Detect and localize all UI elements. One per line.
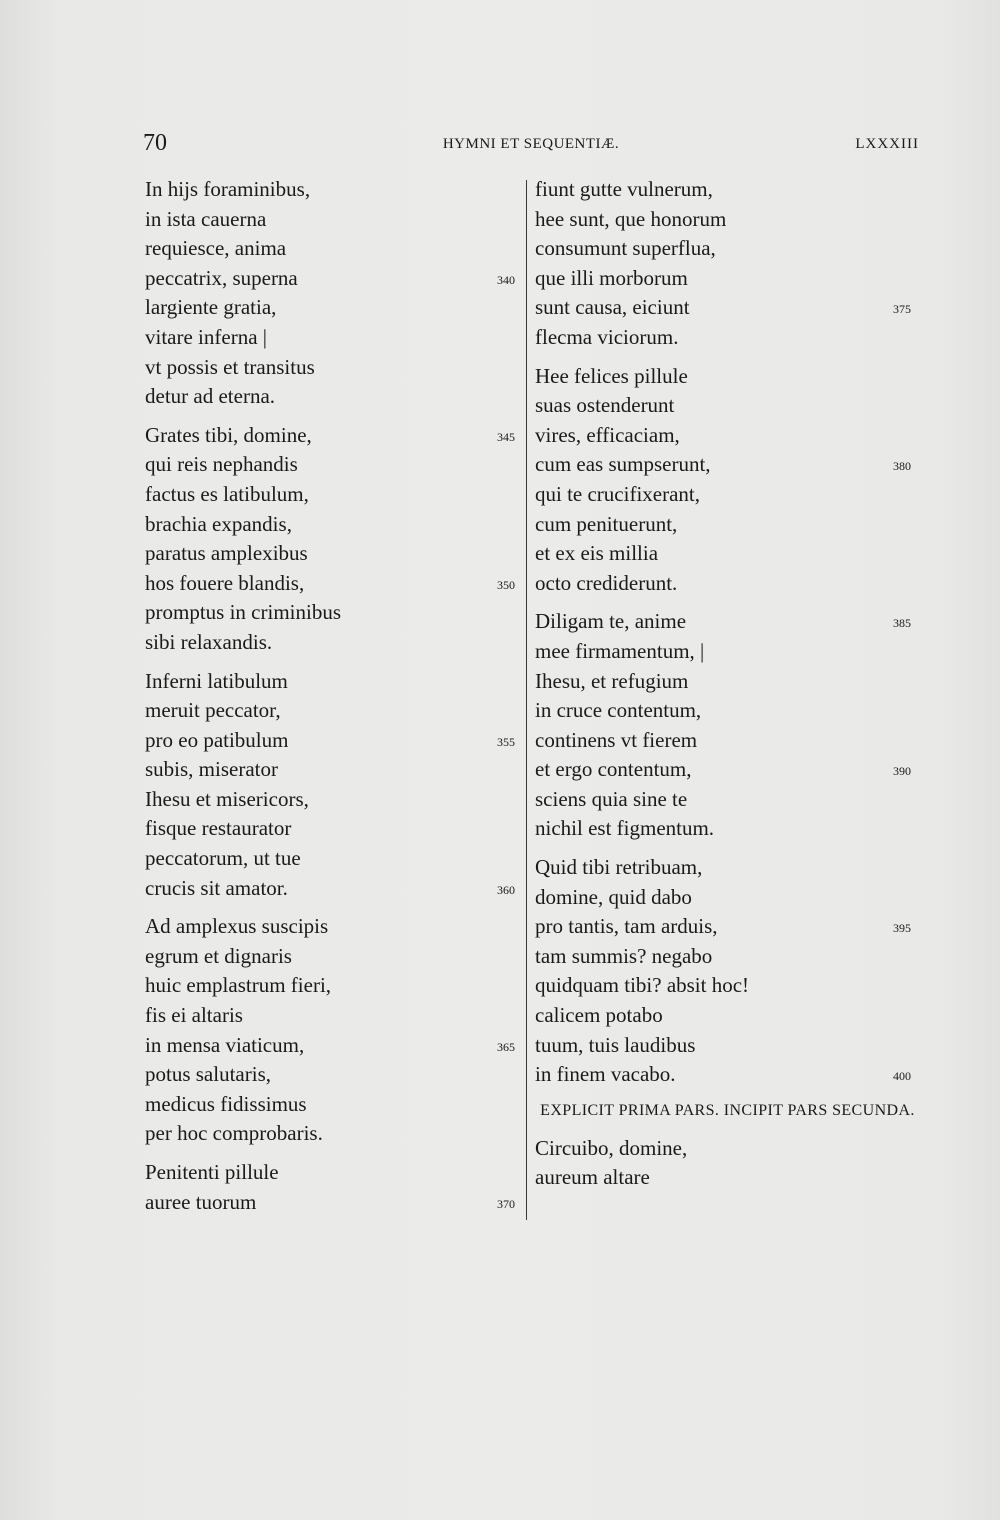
verse-line (535, 607, 920, 637)
verse-text: Grates tibi, domine, (145, 422, 312, 447)
verse-text: brachia expandis, (145, 511, 292, 536)
verse-text: qui reis nephandis (145, 452, 298, 477)
verse-line (535, 971, 920, 1001)
verse-line (535, 510, 920, 540)
line-number: 370 (497, 1196, 515, 1211)
line-number: 365 (497, 1039, 515, 1054)
verse-line (145, 569, 525, 599)
line-number: 385 (893, 616, 911, 631)
verse-text: In hijs foraminibus, (145, 177, 311, 201)
verse-text: in finem vacabo. (535, 1062, 676, 1087)
verse-line (535, 391, 920, 421)
verse-line (145, 293, 525, 323)
running-title: HYMNI ET SEQUENTIÆ. (442, 136, 620, 152)
verse-line (535, 1060, 920, 1090)
verse-text: Ad amplexus suscipis (145, 914, 329, 939)
verse-text: in cruce contentum, (535, 698, 702, 723)
verse-text: Circuibo, domine, (535, 1135, 688, 1160)
verse-text: peccatrix, superna (145, 265, 298, 290)
verse-text: vitare inferna | (145, 324, 267, 349)
verse-text: quidquam tibi? absit hoc! (535, 973, 750, 998)
verse-text: pro eo patibulum (145, 727, 289, 752)
line-number: 375 (893, 302, 911, 317)
verse-line (145, 785, 525, 815)
verse-text: requiesce, anima (145, 236, 287, 261)
stanza (145, 667, 525, 904)
verse-line (145, 667, 525, 697)
verse-text: factus es latibulum, (145, 481, 309, 506)
verse-line (145, 234, 525, 264)
verse-text: et ergo contentum, (535, 757, 692, 782)
verse-line (535, 942, 920, 972)
verse-text: suas ostenderunt (535, 393, 675, 418)
verse-text: cum penituerunt, (535, 511, 678, 536)
verse-line (145, 421, 525, 451)
verse-text: hos fouere blandis, (145, 570, 305, 595)
line-number: 390 (893, 764, 911, 779)
verse-line (535, 234, 920, 264)
verse-line (145, 971, 525, 1001)
verse-line (535, 1134, 920, 1164)
stanza (535, 853, 920, 1090)
verse-line (535, 539, 920, 569)
verse-text: domine, quid dabo (535, 884, 692, 909)
verse-text: subis, miserator (145, 757, 278, 782)
verse-text: Ihesu, et refugium (535, 668, 689, 693)
verse-text: que illi morborum (535, 265, 688, 290)
verse-line (535, 569, 920, 599)
verse-line (145, 844, 525, 874)
left-column (145, 175, 525, 1226)
right-column-verses-continued (535, 1134, 920, 1193)
hymn-number: LXXXIII (855, 136, 919, 152)
stanza (145, 912, 525, 1149)
verse-line (145, 1188, 525, 1218)
verse-text: cum eas sumpserunt, (535, 452, 711, 477)
verse-line (535, 667, 920, 697)
verse-text: consumunt superflua, (535, 236, 716, 261)
stanza (535, 1134, 920, 1193)
verse-line (535, 323, 920, 353)
line-number: 355 (497, 734, 515, 749)
verse-text: egrum et dignaris (145, 943, 292, 968)
stanza (535, 175, 920, 353)
verse-text: medicus fidissimus (145, 1091, 307, 1116)
verse-line (145, 205, 525, 235)
verse-line (145, 1060, 525, 1090)
line-number: 360 (497, 882, 515, 897)
verse-line (145, 598, 525, 628)
verse-line (145, 264, 525, 294)
verse-line (145, 382, 525, 412)
verse-line (535, 755, 920, 785)
verse-line (535, 883, 920, 913)
verse-line (535, 637, 920, 667)
verse-line (535, 785, 920, 815)
verse-text: flecma viciorum. (535, 324, 679, 349)
line-number: 350 (497, 577, 515, 592)
verse-line (535, 293, 920, 323)
verse-text: continens vt fierem (535, 727, 698, 752)
verse-line (535, 450, 920, 480)
verse-line (535, 480, 920, 510)
verse-text: sciens quia sine te (535, 786, 688, 811)
verse-text: sibi relaxandis. (145, 629, 273, 654)
verse-line (145, 874, 525, 904)
verse-line (535, 853, 920, 883)
verse-line (145, 480, 525, 510)
verse-text: paratus amplexibus (145, 541, 308, 566)
column-divider (526, 180, 527, 1220)
line-number: 395 (893, 921, 911, 936)
page-number: 70 (143, 130, 167, 156)
verse-line (145, 1158, 525, 1188)
verse-text: octo crediderunt. (535, 570, 678, 595)
verse-text: crucis sit amator. (145, 875, 288, 900)
verse-line (145, 814, 525, 844)
verse-line (535, 175, 920, 205)
verse-text: nichil est figmentum. (535, 816, 715, 841)
verse-line (535, 264, 920, 294)
verse-text: potus salutaris, (145, 1062, 271, 1087)
stanza (145, 175, 525, 412)
verse-line (535, 362, 920, 392)
verse-line (145, 1119, 525, 1149)
verse-line (145, 755, 525, 785)
verse-text: auree tuorum (145, 1189, 257, 1214)
page-header (143, 128, 919, 158)
verse-text: Hee felices pillule (535, 363, 688, 388)
verse-text: Penitenti pillule (145, 1160, 279, 1184)
verse-line (145, 628, 525, 658)
verse-text: fis ei altaris (145, 1003, 243, 1028)
verse-text: calicem potabo (535, 1003, 663, 1028)
verse-line (535, 726, 920, 756)
verse-line (145, 696, 525, 726)
line-number: 380 (893, 459, 911, 474)
verse-text: Quid tibi retribuam, (535, 855, 703, 880)
verse-text: largiente gratia, (145, 295, 277, 320)
right-column (535, 175, 920, 1202)
stanza (145, 1158, 525, 1217)
stanza (535, 607, 920, 844)
verse-text: aureum altare (535, 1165, 650, 1190)
verse-line (535, 205, 920, 235)
verse-text: fiunt gutte vulnerum, (535, 177, 713, 201)
verse-text: in ista cauerna (145, 206, 267, 231)
verse-text: Diligam te, anime (535, 609, 687, 634)
right-column-verses (535, 175, 920, 1090)
verse-text: per hoc comprobaris. (145, 1121, 323, 1146)
verse-text: Ihesu et misericors, (145, 786, 309, 811)
verse-text: hee sunt, que honorum (535, 206, 727, 231)
verse-line (145, 450, 525, 480)
verse-line (535, 912, 920, 942)
verse-line (145, 1031, 525, 1061)
line-number: 340 (497, 272, 515, 287)
verse-text: pro tantis, tam arduis, (535, 914, 718, 939)
verse-line (145, 1090, 525, 1120)
verse-line (145, 175, 525, 205)
verse-line (145, 353, 525, 383)
verse-text: qui te crucifixerant, (535, 481, 701, 506)
verse-line (535, 1031, 920, 1061)
verse-text: huic emplastrum fieri, (145, 973, 332, 998)
verse-line (145, 1001, 525, 1031)
verse-text: meruit peccator, (145, 698, 281, 723)
verse-line (535, 814, 920, 844)
stanza (145, 421, 525, 658)
verse-line (145, 539, 525, 569)
verse-line (145, 942, 525, 972)
verse-text: vires, efficaciam, (535, 422, 680, 447)
verse-text: Inferni latibulum (145, 668, 288, 693)
section-heading: EXPLICIT PRIMA PARS. INCIPIT PARS SECUNDA. (540, 1101, 915, 1119)
verse-line (145, 510, 525, 540)
verse-text: peccatorum, ut tue (145, 846, 301, 871)
verse-line (145, 726, 525, 756)
verse-line (535, 421, 920, 451)
verse-text: detur ad eterna. (145, 384, 276, 409)
verse-text: in mensa viaticum, (145, 1032, 305, 1057)
line-number: 400 (893, 1069, 911, 1084)
verse-text: sunt causa, eiciunt (535, 295, 690, 320)
line-number: 345 (497, 429, 515, 444)
verse-text: promptus in criminibus (145, 600, 341, 625)
verse-text: mee firmamentum, | (535, 638, 705, 663)
verse-line (535, 696, 920, 726)
verse-text: tam summis? negabo (535, 943, 713, 968)
verse-text: fisque restaurator (145, 816, 292, 841)
verse-line (535, 1001, 920, 1031)
stanza (535, 362, 920, 599)
verse-line (145, 323, 525, 353)
verse-line (535, 1163, 920, 1193)
verse-text: et ex eis millia (535, 541, 659, 566)
verse-text: vt possis et transitus (145, 354, 315, 379)
verse-line (145, 912, 525, 942)
verse-text: tuum, tuis laudibus (535, 1032, 696, 1057)
